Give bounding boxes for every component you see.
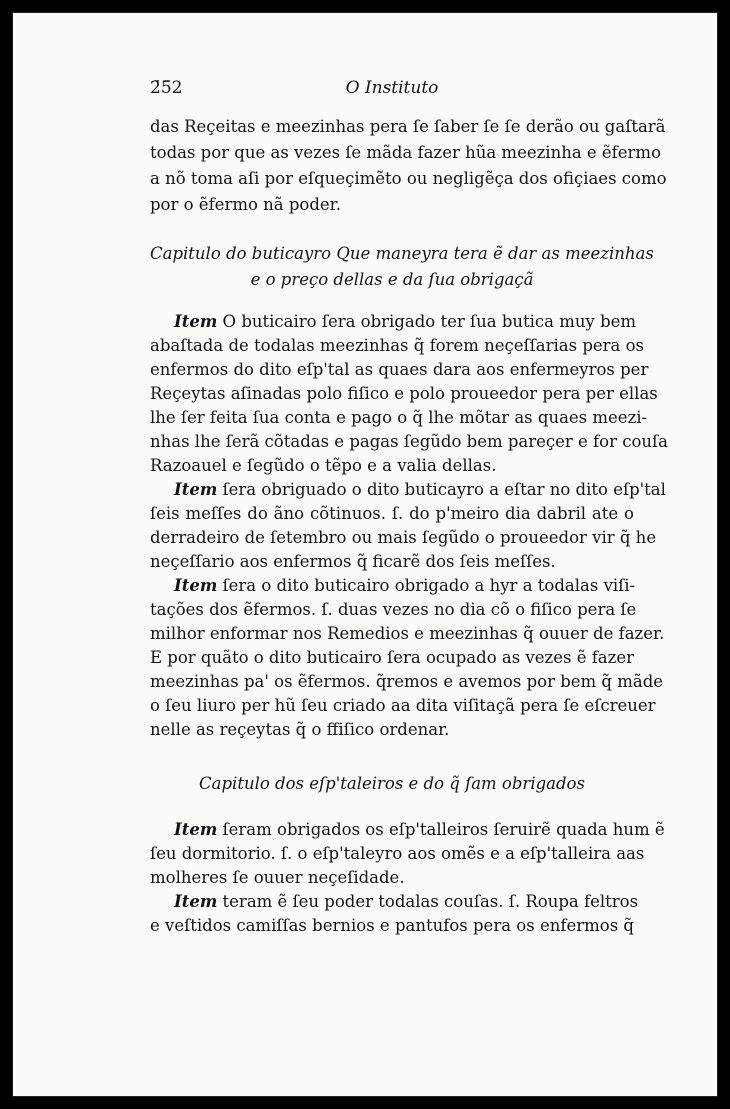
item-lead: Item (174, 576, 218, 595)
text-line: Item teram ẽ ſeu poder todalas couſas. ſ. Roupa feltros (174, 892, 639, 911)
text-line: Item ſera o dito buticairo obrigado a hyr a todalas viſi- (174, 576, 636, 595)
text-line: neçeſſario aos enfermos q̃ ficarẽ dos ſeis meſſes. (150, 552, 556, 571)
document-page (12, 12, 718, 1097)
text-line: Razoauel e ſegũdo o tẽpo e a valia dellas. (150, 456, 497, 475)
text-line: das Reçeitas e meezinhas pera ſe ſaber ſe ſe derão ou gaſtarã (150, 117, 666, 136)
text-line: Item O buticairo ſera obrigado ter ſua butica muy bem (174, 312, 637, 331)
text-line: milhor enformar nos Remedios e meezinhas q̃ ouuer de fazer. (150, 624, 665, 643)
text-line: enfermos do dito eſp'tal as quaes dara aos enfermeyros per (150, 360, 649, 379)
item-lead: Item (174, 892, 218, 911)
text-line: lhe ſer feita ſua conta e pago o q̃ lhe mõtar as quaes meezi- (150, 408, 648, 427)
item-lead: Item (174, 820, 218, 839)
text-line: meezinhas pa' os ẽfermos. q̃remos e avemos por bem q̃ mãde (150, 672, 664, 691)
item-lead: Item (174, 480, 218, 499)
page-header (150, 78, 634, 102)
text-line: Item ſeram obrigados os eſp'talleiros ſeruirẽ quada hum ẽ (174, 820, 665, 839)
text-line: por o ẽfermo nã poder. (150, 195, 342, 214)
text-line: e veſtidos camiſſas bernios e pantufos pera os enfermos q̃ (150, 916, 634, 935)
text-line: nhas lhe ſerã cõtadas e pagas ſegũdo bem pareçer e for couſa (150, 432, 668, 451)
text-line: tações dos ẽfermos. ſ. duas vezes no dia cõ o fiſico pera ſe (150, 600, 637, 619)
text-line: Item ſera obriguado o dito buticayro a eſtar no dito eſp'tal (174, 480, 666, 499)
text-line: nelle as reçeytas q̃ o ffiſico ordenar. (150, 720, 450, 739)
text-line: molheres ſe ouuer neçeſidade. (150, 868, 405, 887)
text-line: todas por que as vezes ſe mãda fazer hũa meezinha e ẽfermo (150, 143, 662, 162)
heading-line: e o preço dellas e da ſua obrigaçã (250, 270, 534, 289)
text-line: Reçeytas aſinadas polo fiſico e polo proueedor pera per ellas (150, 384, 658, 403)
text-line: abaſtada de todalas meezinhas q̃ forem neçeſſarias pera os (150, 336, 645, 355)
heading-line: Capitulo do buticayro Que maneyra tera ẽ dar as meezinhas (150, 244, 654, 263)
item-lead: Item (174, 312, 218, 331)
text-line: ſeu dormitorio. ſ. o eſp'taleyro aos omẽs e a eſp'talleira aas (150, 844, 645, 863)
text-line: derradeiro de ſetembro ou mais ſegũdo o proueedor vir q̃ he (150, 528, 657, 547)
running-title: O Instituto (345, 78, 439, 98)
page-number: 2̄5̄2 (150, 78, 183, 98)
text-line: o ſeu liuro per hũ ſeu criado aa dita viſitaçã pera ſe eſcreuer (150, 696, 656, 715)
text-line: a nõ toma aſi por eſqueçimẽto ou negligẽça dos ofiçiaes como (150, 169, 667, 188)
text-line: ſeis meſſes do ãno cõtinuos. ſ. do p'meiro dia dabril ate o (150, 504, 634, 523)
text-line: E por quãto o dito buticairo ſera ocupado as vezes ẽ fazer (150, 648, 634, 667)
heading-line: Capitulo dos eſp'taleiros e do q̃ ſam obrigados (199, 774, 585, 793)
